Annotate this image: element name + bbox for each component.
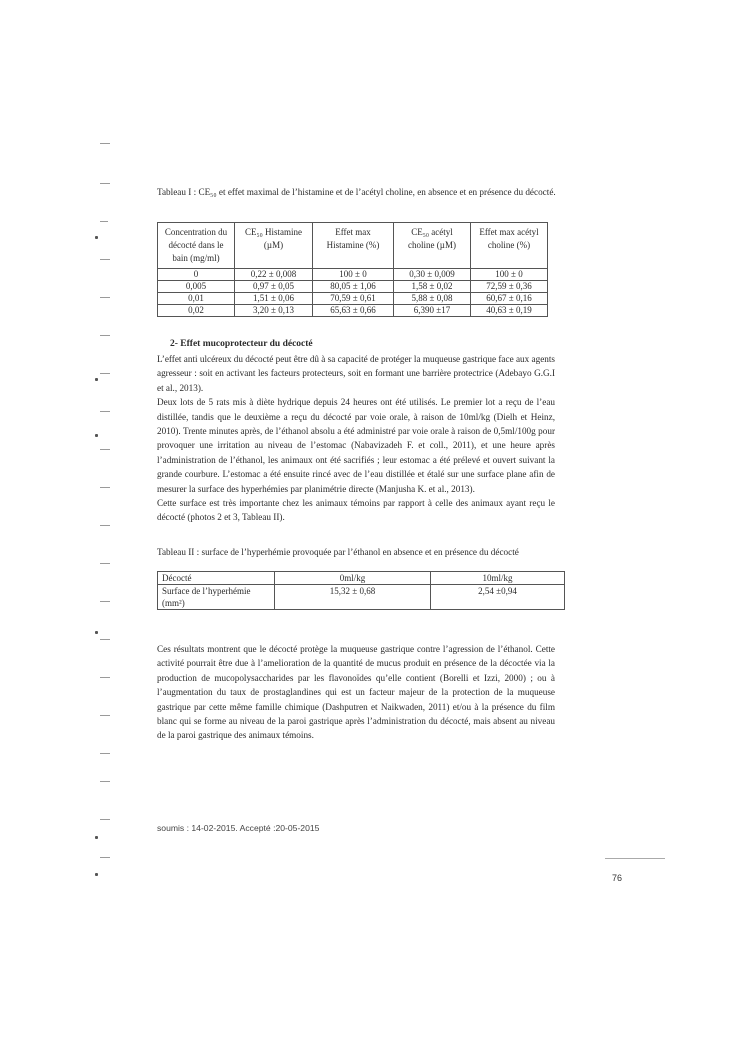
conclusion-paragraph: Ces résultats montrent que le décocté protège la muqueuse gastrique contre l’agression de l’éthanol. Cette activité pourrait être due à l’amelioration de la quantité de mucus produit en présence de la décoctée via la production de mucopolysaccharides par les flavonoïdes qu’elle contient (Borelli et Izzi, 2000) ; ou à l’augmentation du taux de prostaglandines qui est un facteur majeur de la protection de la muqueuse gastrique par cette même famille chimique (Dashputren et Naikwaden, 2011) et/ou à la présence du film blanc qui se forme au niveau de la paroi gastrique après l’administration du décocté, mais absent au niveau de la paroi gastrique des animaux témoins. xyxy=(157,644,555,741)
scan-mark xyxy=(100,819,110,820)
submission-dates: soumis : 14-02-2015. Accepté :20-05-2015 xyxy=(157,823,320,833)
table1 xyxy=(157,222,548,317)
table1-header-cell: Effet max Histamine (%) xyxy=(313,223,394,269)
table-cell: 0,01 xyxy=(158,293,235,305)
scan-mark xyxy=(100,183,110,184)
scan-mark xyxy=(100,563,110,564)
scan-mark xyxy=(100,297,110,298)
table2-header-row xyxy=(158,572,565,585)
table2-row-label xyxy=(158,585,275,610)
table-cell: 15,32 ± 0,68 xyxy=(275,585,431,610)
table-cell: 0 xyxy=(158,269,235,281)
table2-header-cell: Décocté xyxy=(158,572,275,585)
table1-caption: Tableau I : CE₅₀ et effet maximal de l’histamine et de l’acétyl choline, en absence et en présence du décocté. xyxy=(157,187,556,197)
table2-caption: Tableau II : surface de l’hyperhémie provoquée par l’éthanol en absence et en présence du décocté xyxy=(157,547,519,557)
table-row xyxy=(158,269,548,281)
scan-dot xyxy=(95,631,98,634)
scan-mark xyxy=(100,715,110,716)
table1-header-cell: CE₅₀ Histamine (µM) xyxy=(235,223,313,269)
scan-dot xyxy=(95,434,98,437)
scan-dot xyxy=(95,236,98,239)
scan-mark xyxy=(100,449,110,450)
scan-dot xyxy=(95,836,98,839)
table-cell: 60,67 ± 0,16 xyxy=(471,293,548,305)
table-row xyxy=(158,293,548,305)
scan-mark xyxy=(100,601,110,602)
scan-mark xyxy=(100,525,110,526)
table-cell: 100 ± 0 xyxy=(471,269,548,281)
table-cell: 2,54 ±0,94 xyxy=(431,585,565,610)
scan-mark xyxy=(100,221,108,222)
table-cell: 3,20 ± 0,13 xyxy=(235,305,313,317)
scan-dot xyxy=(95,873,98,876)
table-row xyxy=(158,585,565,610)
table-cell: 0,005 xyxy=(158,281,235,293)
scan-mark xyxy=(100,335,110,336)
paragraph: L’effet anti ulcéreux du décocté peut être dû à sa capacité de protéger la muqueuse gastrique face aux agents agresseur : soit en activant les facteurs protecteurs, soit en formant une barrière protectrice (Adebayo G.G.I et al., 2013). xyxy=(157,354,555,393)
table2-header-cell: 10ml/kg xyxy=(431,572,565,585)
table-cell: 0,30 ± 0,009 xyxy=(394,269,471,281)
table1-header-cell: Effet max acétyl choline (%) xyxy=(471,223,548,269)
scan-mark xyxy=(100,487,110,488)
table-row xyxy=(158,305,548,317)
scan-mark xyxy=(100,857,110,858)
table2-header-cell: 0ml/kg xyxy=(275,572,431,585)
section-body xyxy=(157,352,555,525)
scan-line xyxy=(605,858,665,859)
page-number: 76 xyxy=(612,873,623,883)
paragraph: Cette surface est très importante chez les animaux témoins par rapport à celle des animaux ayant reçu le décocté (photos 2 et 3, Tableau II). xyxy=(157,498,555,523)
scan-mark xyxy=(100,259,110,260)
scan-mark xyxy=(100,411,110,412)
table1-header-cell: CE₅₀ acétyl choline (µM) xyxy=(394,223,471,269)
table-cell: 1,58 ± 0,02 xyxy=(394,281,471,293)
table-cell: 72,59 ± 0,36 xyxy=(471,281,548,293)
row-label-line: Surface de l’hyperhémie xyxy=(162,586,251,596)
table-cell: 80,05 ± 1,06 xyxy=(313,281,394,293)
paragraph: Deux lots de 5 rats mis à diète hydrique depuis 24 heures ont été utilisés. Le premier lot a reçu de l’eau distillée, tandis que le deuxième a reçu du décocté par voie orale, à raison de 10ml/kg (Dielh et Heinz, 2010). Trente minutes après, de l’éthanol absolu a été administré par voie orale à raison de 0,5ml/100g pour provoquer une irritation au niveau de l’estomac (Nabavizadeh F. et coll., 2011), et une heure après l’administration de l’éthanol, les animaux ont été sacrifiés ; leur estomac a été prélevé et ouvert suivant la grande courbure. L’estomac a été ensuite rincé avec de l’eau distillée et étalé sur une surface plane afin de mesurer la surface des hyperhémies par planimétrie directe (Manjusha K. et al., 2013). xyxy=(157,397,555,494)
scan-dot xyxy=(95,378,98,381)
scan-mark xyxy=(100,781,110,782)
row-label-unit: (mm²) xyxy=(162,598,185,608)
table-cell: 1,51 ± 0,06 xyxy=(235,293,313,305)
scan-mark xyxy=(100,373,110,374)
scan-mark xyxy=(100,639,110,640)
table-cell: 0,22 ± 0,008 xyxy=(235,269,313,281)
table-cell: 100 ± 0 xyxy=(313,269,394,281)
section-heading: 2- Effet mucoprotecteur du décocté xyxy=(170,339,313,349)
table-cell: 0,97 ± 0,05 xyxy=(235,281,313,293)
table-cell: 70,59 ± 0,61 xyxy=(313,293,394,305)
table-cell: 5,88 ± 0,08 xyxy=(394,293,471,305)
scan-mark xyxy=(100,677,110,678)
table-cell: 65,63 ± 0,66 xyxy=(313,305,394,317)
table-cell: 0,02 xyxy=(158,305,235,317)
scan-mark xyxy=(100,143,110,144)
table1-header-cell: Concentration du décocté dans le bain (mg/ml) xyxy=(158,223,235,269)
table-cell: 6,390 ±17 xyxy=(394,305,471,317)
table-row xyxy=(158,281,548,293)
table1-header-row xyxy=(158,223,548,269)
table2 xyxy=(157,571,565,610)
scan-mark xyxy=(100,753,110,754)
table-cell: 40,63 ± 0,19 xyxy=(471,305,548,317)
